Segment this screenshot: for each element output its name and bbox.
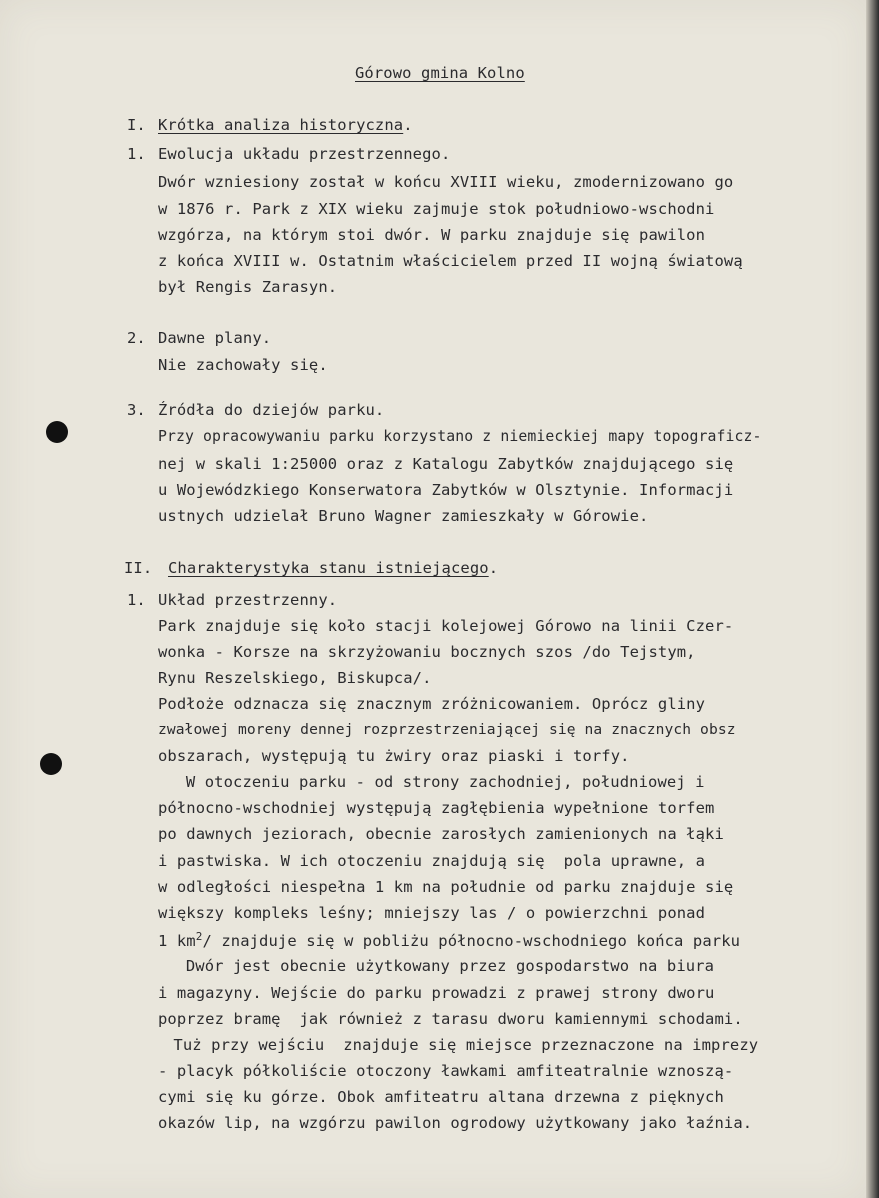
punch-hole-top [46, 421, 68, 443]
subsection-1-2-number: 2. [127, 329, 146, 347]
subsection-1-1-heading: Ewolucja układu przestrzennego. [158, 145, 451, 163]
text-line: zwałowej moreny dennej rozprzestrzeniającej się na znacznych obsz [158, 721, 736, 738]
subsection-2-1-heading: Układ przestrzenny. [158, 591, 338, 609]
text-line: w odległości niespełna 1 km na południe od parku znajduje się [158, 878, 734, 896]
km-text: 1 km [158, 932, 196, 951]
text-line: u Wojewódzkiego Konserwatora Zabytków w Olsztynie. Informacji [158, 481, 734, 499]
section-2-number: II. [124, 559, 153, 577]
text-line: cymi się ku górze. Obok amfiteatru altana drzewna z pięknych [158, 1088, 724, 1106]
text-line: Podłoże odznacza się znacznym zróżnicowaniem. Oprócz gliny [158, 695, 706, 713]
section-2-heading: Charakterystyka stanu istniejącego [168, 559, 489, 577]
section-1-number: I. [127, 116, 146, 134]
text-line: w 1876 r. Park z XIX wieku zajmuje stok południowo-wschodni [158, 200, 715, 218]
text-line: Dwór jest obecnie użytkowany przez gospodarstwo na biura [167, 957, 715, 975]
text-line-km [158, 931, 740, 950]
section-1-heading-suffix: . [403, 116, 413, 134]
text-line: Nie zachowały się. [158, 356, 328, 374]
text-line: Tuż przy wejściu znajduje się miejsce przeznaczone na imprezy [164, 1036, 759, 1054]
subsection-1-1-number: 1. [127, 145, 146, 163]
text-line: W otoczeniu parku - od strony zachodniej, południowej i [167, 773, 705, 791]
text-line: Przy opracowywaniu parku korzystano z niemieckiej mapy topograficz- [158, 428, 762, 445]
section-1-heading: Krótka analiza historyczna [158, 116, 404, 134]
text-line: okazów lip, na wzgórzu pawilon ogrodowy użytkowany jako łaźnia. [158, 1114, 753, 1132]
page-edge-shadow [866, 0, 879, 1198]
text-line: z końca XVIII w. Ostatnim właścicielem przed II wojną światową [158, 252, 743, 270]
text-line: Dwór wzniesiony został w końcu XVIII wieku, zmodernizowano go [158, 173, 734, 191]
subsection-1-3-heading: Źródła do dziejów parku. [158, 401, 385, 419]
text-line: Rynu Reszelskiego, Biskupca/. [158, 669, 432, 687]
subsection-1-2-heading: Dawne plany. [158, 329, 272, 347]
section-2-heading-suffix: . [488, 559, 499, 577]
text-line: obszarach, występują tu żwiry oraz piaski i torfy. [158, 747, 630, 765]
km-text-after: / znajduje się w pobliżu północno-wschodniego końca parku [202, 932, 741, 951]
punch-hole-bottom [40, 753, 62, 775]
text-line: i pastwiska. W ich otoczeniu znajdują się pola uprawne, a [158, 852, 706, 870]
text-line: poprzez bramę jak również z tarasu dworu kamiennymi schodami. [158, 1010, 743, 1028]
document-title: Górowo gmina Kolno [355, 64, 525, 82]
text-line: - placyk półkoliście otoczony ławkami amfiteatralnie wznoszą- [158, 1062, 734, 1080]
text-line: Park znajduje się koło stacji kolejowej Górowo na linii Czer- [158, 617, 734, 635]
text-line: nej w skali 1:25000 oraz z Katalogu Zabytków znajdującego się [158, 455, 734, 473]
subsection-2-1-number: 1. [127, 591, 146, 609]
km-superscript: 2 [195, 930, 203, 943]
text-line: był Rengis Zarasyn. [158, 278, 338, 296]
subsection-1-3-number: 3. [127, 401, 146, 419]
text-line: i magazyny. Wejście do parku prowadzi z prawej strony dworu [158, 984, 715, 1002]
section-1-heading-wrap [158, 118, 413, 134]
text-line: wzgórza, na którym stoi dwór. W parku znajduje się pawilon [158, 226, 706, 244]
text-line: po dawnych jeziorach, obecnie zarosłych zamienionych na łąki [158, 825, 724, 843]
text-line: północno-wschodniej występują zagłębienia wypełnione torfem [158, 799, 715, 817]
text-line: wonka - Korsze na skrzyżowaniu bocznych szos /do Tejstym, [158, 643, 696, 661]
text-line: większy kompleks leśny; mniejszy las / o powierzchni ponad [158, 904, 706, 922]
section-2-heading-wrap [168, 561, 498, 577]
text-line: ustnych udzielał Bruno Wagner zamieszkały w Górowie. [158, 507, 649, 525]
